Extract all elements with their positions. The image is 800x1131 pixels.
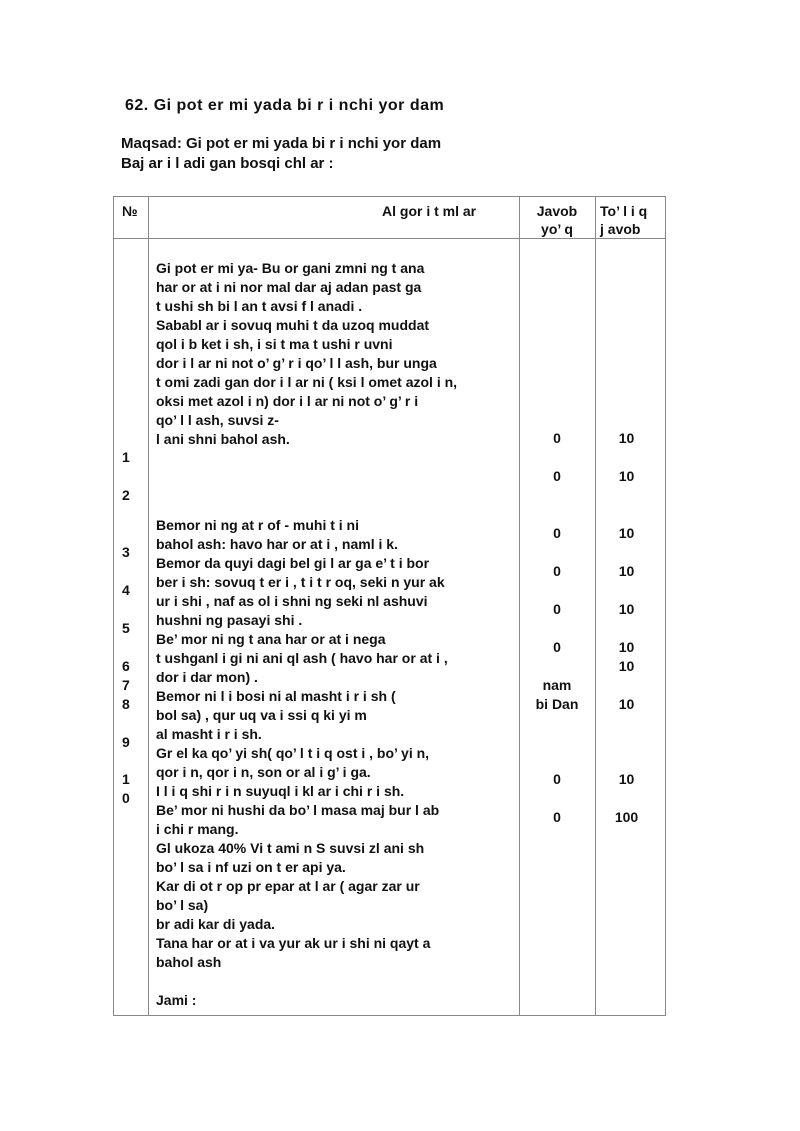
text-line: Gi pot er mi ya- Bu or gani zmni ng t ana: [156, 260, 425, 276]
text-line: i chi r mang.: [156, 821, 239, 837]
text-line: ber i sh: sovuq t er i , t i t r oq, seki n yur ak: [156, 574, 445, 590]
header-full-answer-line2: j avob: [600, 221, 641, 237]
text-line: Be’ mor ni ng t ana har or at i nega: [156, 631, 386, 647]
goal-line: Maqsad: Gi pot er mi yada bi r i nchi yor dam: [121, 135, 442, 152]
text-line: Bemor ni l i bosi ni al masht i r i sh (: [156, 688, 396, 704]
text-line: Kar di ot r op pr epar at l ar ( agar zar ur: [156, 878, 420, 894]
text-line: ur i shi , naf as ol i shni ng seki nl ashuvi: [156, 593, 428, 609]
score-no: 0: [553, 525, 561, 541]
text-line: Tana har or at i va yur ak ur i shi ni qayt a: [156, 935, 431, 951]
row-number: 9: [122, 734, 130, 750]
text-line: Gr el ka qo’ yi sh( qo’ l t i q ost i , bo’ yi n,: [156, 745, 430, 761]
algorithm-table: [113, 196, 666, 1016]
header-no-answer: [532, 202, 582, 238]
text-line: bo’ l sa i nf uzi on t er api ya.: [156, 859, 346, 875]
header-no-answer-line2: yo’ q: [541, 221, 573, 237]
score-full: 10: [618, 601, 635, 617]
score-no: 0: [553, 809, 561, 825]
score-no: 0: [553, 563, 561, 579]
text-line: I l i q shi r i n suyuql i kl ar i chi r i sh.: [156, 783, 405, 799]
text-line: oksi met azol i n) dor i l ar ni not o’ g’ r i: [156, 393, 419, 409]
text-line: l ani shni bahol ash.: [156, 431, 290, 447]
score-full: 10: [618, 525, 635, 541]
text-line: br adi kar di yada.: [156, 916, 276, 932]
text-line: qor i n, qor i n, son or al i g’ i ga.: [156, 764, 371, 780]
row-number: 1: [122, 449, 130, 465]
text-line: bo’ l sa): [156, 897, 209, 913]
row-number: 7: [122, 677, 130, 693]
header-full-answer: [600, 202, 647, 238]
score-no: nam: [542, 677, 572, 693]
text-line: t omi zadi gan dor i l ar ni ( ksi l omet azol i n,: [156, 374, 458, 390]
text-line: bahol ash: havo har or at i , naml i k.: [156, 536, 398, 552]
text-line: Sababl ar i sovuq muhi t da uzoq muddat: [156, 317, 430, 333]
table-header-divider: [114, 238, 665, 239]
text-line: dor i l ar ni not o’ g’ r i qo’ l l ash, bur unga: [156, 355, 437, 371]
text-line: dor i dar mon) .: [156, 669, 258, 685]
text-line: qol i b ket i sh, i si t ma t ushi r uvni: [156, 336, 393, 352]
score-no: 0: [553, 771, 561, 787]
score-full: 100: [614, 809, 639, 825]
row-number: 6: [122, 658, 130, 674]
row-number: 8: [122, 696, 130, 712]
score-full: 10: [618, 696, 635, 712]
page-title: 62. Gi pot er mi yada bi r i nchi yor dam: [125, 97, 445, 114]
header-full-answer-line1: To’ l i q: [600, 203, 648, 219]
table-col-divider: [148, 197, 149, 1015]
text-line: Bemor da quyi dagi bel gi l ar ga e’ t i bor: [156, 555, 430, 571]
steps-label: Baj ar i l adi gan bosqi chl ar :: [121, 155, 334, 172]
score-no: 0: [553, 430, 561, 446]
row-number: 2: [122, 487, 130, 503]
row-number: 1: [122, 771, 130, 787]
text-line: al masht i r i sh.: [156, 726, 262, 742]
score-no: 0: [553, 468, 561, 484]
score-full: 10: [618, 639, 635, 655]
score-full: 10: [618, 468, 635, 484]
score-no: 0: [553, 601, 561, 617]
score-no: 0: [553, 639, 561, 655]
row-number: 4: [122, 582, 130, 598]
text-line: Be’ mor ni hushi da bo’ l masa maj bur l ab: [156, 802, 440, 818]
text-line: har or at i ni nor mal dar aj adan past ga: [156, 279, 422, 295]
row-number: 3: [122, 544, 130, 560]
text-line: t ushganl i gi ni ani ql ash ( havo har or at i ,: [156, 650, 448, 666]
text-line: hushni ng pasayi shi .: [156, 612, 303, 628]
text-line: t ushi sh bi l an t avsi f l anadi .: [156, 298, 363, 314]
score-full: 10: [618, 658, 635, 674]
text-line: qo’ l l ash, suvsi z-: [156, 412, 279, 428]
row-number: 5: [122, 620, 130, 636]
score-no: bi Dan: [535, 696, 579, 712]
score-full: 10: [618, 430, 635, 446]
text-line: bol sa) , qur uq va i ssi q ki yi m: [156, 707, 367, 723]
total-label: Jami :: [156, 992, 197, 1008]
text-line: Bemor ni ng at r of - muhi t i ni: [156, 517, 359, 533]
header-no-answer-line1: Javob: [536, 203, 578, 219]
header-algorithm: Al gor i t ml ar: [382, 203, 477, 219]
text-line: bahol ash: [156, 954, 222, 970]
score-full: 10: [618, 563, 635, 579]
text-line: Gl ukoza 40% Vi t ami n S suvsi zl ani sh: [156, 840, 425, 856]
header-number: №: [122, 203, 138, 219]
algorithm-text: [156, 259, 558, 1010]
score-full: 10: [618, 771, 635, 787]
row-number: 0: [122, 790, 130, 806]
